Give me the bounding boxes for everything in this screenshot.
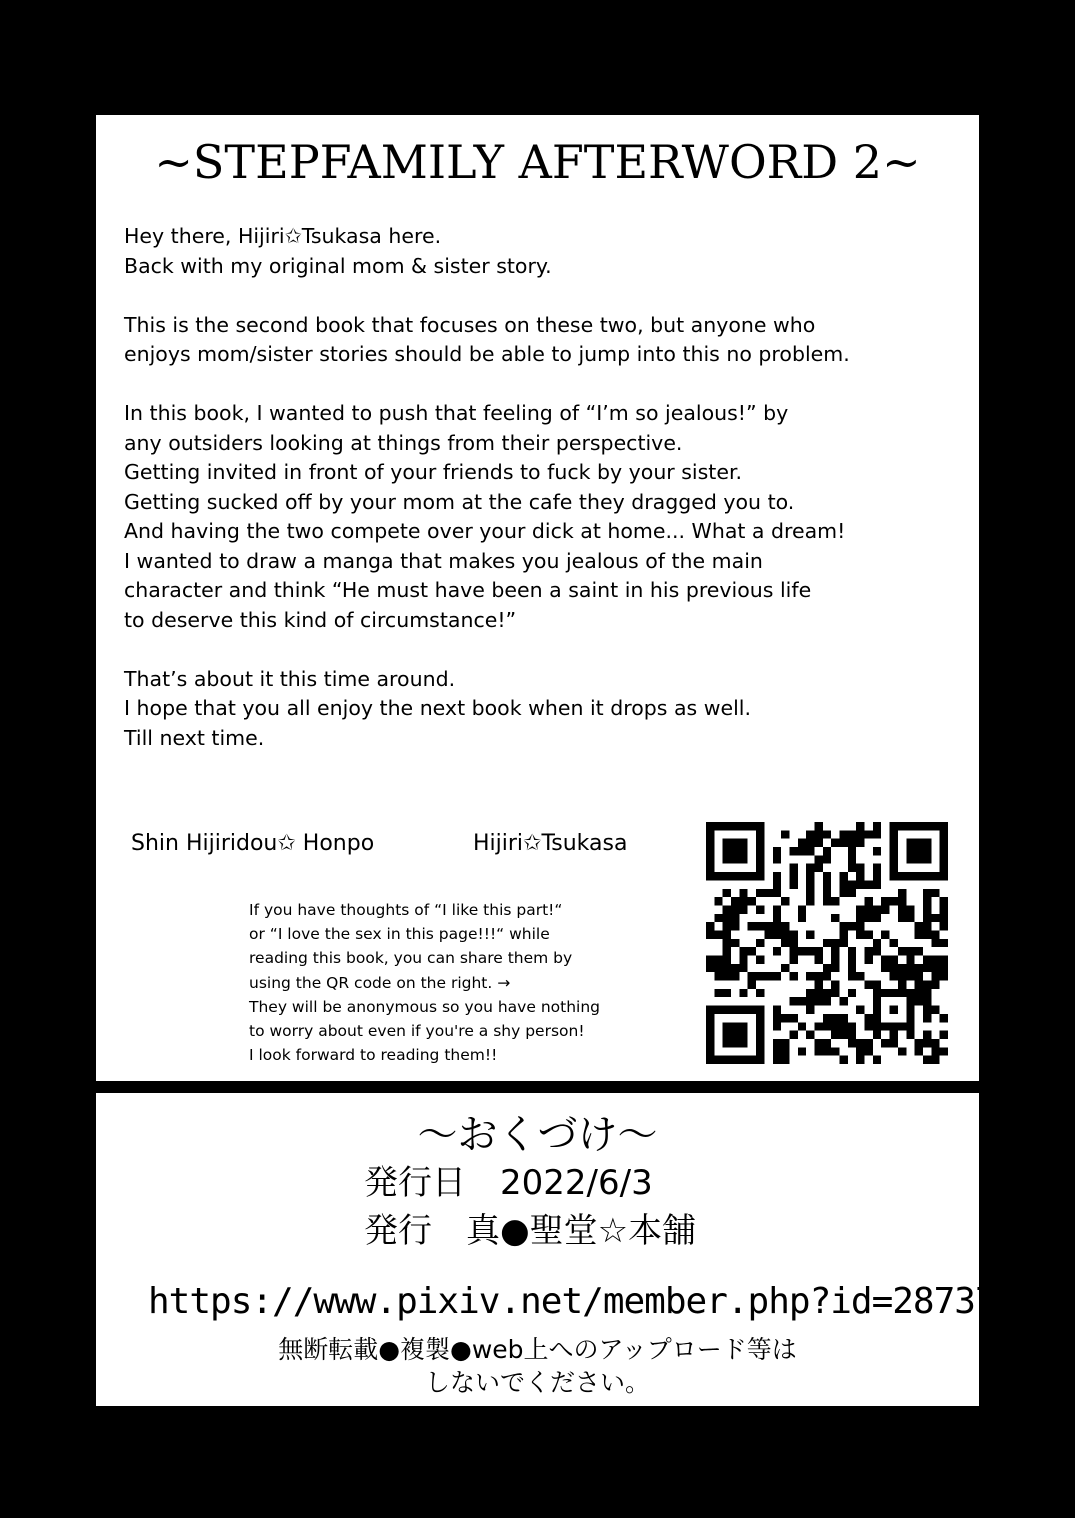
qr-code[interactable]	[706, 822, 948, 1064]
body-line: any outsiders looking at things from their perspective.	[124, 430, 683, 455]
notice-line: 無断転載●複製●web上へのアップロード等は	[278, 1335, 797, 1364]
body-line: to deserve this kind of circumstance!”	[124, 607, 517, 632]
note-line: They will be anonymous so you have nothing	[249, 997, 600, 1016]
body-line: I wanted to draw a manga that makes you jealous of the main	[124, 548, 763, 573]
colophon-title: ～おくづけ～	[417, 1112, 658, 1158]
note-line: reading this book, you can share them by	[249, 949, 573, 968]
publisher: 発行 真●聖堂☆本舗	[364, 1211, 697, 1251]
feedback-note	[249, 898, 689, 1067]
publication-date: 発行日 2022/6/3	[364, 1163, 653, 1203]
body-line: Till next time.	[124, 725, 265, 750]
afterword-body	[124, 222, 964, 753]
colophon-panel	[96, 1093, 996, 1406]
note-line: or “I love the sex in this page!!!“ while	[249, 925, 550, 944]
body-line: I hope that you all enjoy the next book when it drops as well.	[124, 696, 752, 720]
afterword-panel	[96, 115, 979, 1081]
note-line: I look forward to reading them!!	[249, 1046, 498, 1065]
pixiv-link[interactable]: https://www.pixiv.net/member.php?id=28737	[148, 1281, 996, 1322]
body-line: That’s about it this time around.	[124, 666, 456, 691]
note-line: If you have thoughts of “I like this part!“	[249, 901, 563, 919]
body-line: This is the second book that focuses on these two, but anyone who	[124, 312, 816, 337]
circle-name: Shin Hijiridou✩ Honpo	[131, 831, 375, 856]
body-line: enjoys mom/sister stories should be able to jump into this no problem.	[124, 342, 850, 366]
body-line: Back with my original mom & sister story.	[124, 253, 552, 278]
body-line: Getting invited in front of your friends to fuck by your sister.	[124, 460, 743, 484]
note-line: using the QR code on the right. →	[249, 973, 511, 992]
note-line: to worry about even if you're a shy person!	[249, 1022, 585, 1041]
afterword-title: ~STEPFAMILY AFTERWORD 2~	[154, 135, 921, 189]
copyright-notice	[96, 1333, 979, 1399]
body-line: And having the two compete over your dick at home... What a dream!	[124, 519, 846, 543]
body-line: character and think “He must have been a saint in his previous life	[124, 578, 812, 602]
body-line: Hey there, Hijiri✩Tsukasa here.	[124, 224, 442, 248]
body-line: In this book, I wanted to push that feeling of “I’m so jealous!” by	[124, 401, 789, 425]
author-name: Hijiri✩Tsukasa	[473, 831, 628, 856]
body-line: Getting sucked off by your mom at the cafe they dragged you to.	[124, 489, 795, 514]
notice-line: しないでください。	[424, 1368, 650, 1397]
